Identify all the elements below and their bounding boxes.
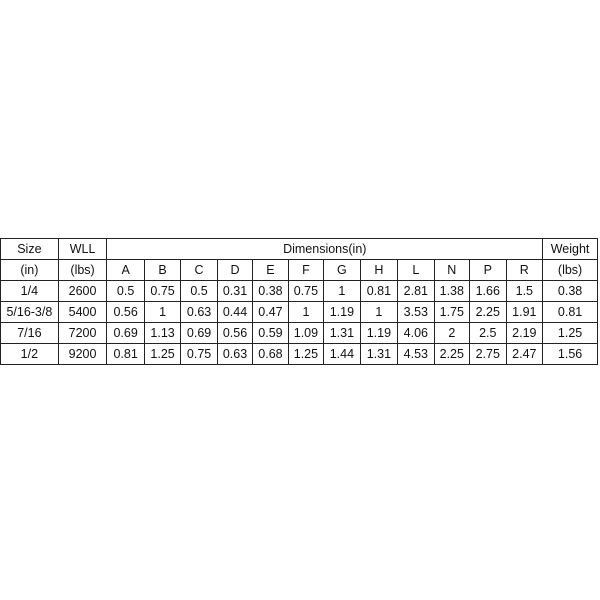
cell-dim-h: 1.19: [360, 323, 397, 344]
cell-dim-a: 0.81: [107, 344, 144, 365]
cell-dim-e: 0.47: [253, 302, 288, 323]
cell-dim-l: 3.53: [398, 302, 434, 323]
cell-dim-e: 0.59: [253, 323, 288, 344]
cell-dim-p: 2.25: [470, 302, 506, 323]
cell-dim-n: 2.25: [434, 344, 469, 365]
table-row: [1, 323, 598, 344]
header-dim-g: G: [324, 260, 360, 281]
cell-dim-r: 1.5: [506, 281, 543, 302]
cell-weight: 0.38: [543, 281, 598, 302]
cell-dim-l: 4.53: [398, 344, 434, 365]
table-row: [1, 302, 598, 323]
cell-dim-d: 0.44: [217, 302, 252, 323]
header-dim-c: C: [181, 260, 217, 281]
cell-dim-b: 1.25: [144, 344, 180, 365]
cell-dim-n: 1.38: [434, 281, 469, 302]
table-row: [1, 344, 598, 365]
cell-dim-c: 0.5: [181, 281, 217, 302]
cell-dim-b: 1: [144, 302, 180, 323]
cell-dim-p: 1.66: [470, 281, 506, 302]
cell-dim-g: 1.44: [324, 344, 360, 365]
cell-wll: 9200: [58, 344, 107, 365]
table-body: [1, 281, 598, 365]
cell-weight: 1.56: [543, 344, 598, 365]
header-size: Size: [1, 239, 59, 260]
cell-dim-b: 0.75: [144, 281, 180, 302]
cell-size: 1/2: [1, 344, 59, 365]
header-dim-r: R: [506, 260, 543, 281]
cell-dim-p: 2.5: [470, 323, 506, 344]
cell-size: 1/4: [1, 281, 59, 302]
cell-dim-r: 2.19: [506, 323, 543, 344]
cell-dim-f: 1.09: [288, 323, 323, 344]
cell-dim-d: 0.31: [217, 281, 252, 302]
cell-wll: 7200: [58, 323, 107, 344]
header-weight: Weight: [543, 239, 598, 260]
cell-dim-f: 1: [288, 302, 323, 323]
header-dimensions: Dimensions(in): [107, 239, 543, 260]
cell-dim-l: 2.81: [398, 281, 434, 302]
table-row: [1, 281, 598, 302]
cell-size: 7/16: [1, 323, 59, 344]
cell-dim-h: 0.81: [360, 281, 397, 302]
cell-dim-d: 0.63: [217, 344, 252, 365]
header-dim-d: D: [217, 260, 252, 281]
cell-dim-e: 0.68: [253, 344, 288, 365]
header-dim-p: P: [470, 260, 506, 281]
header-dim-b: B: [144, 260, 180, 281]
table-header: [1, 239, 598, 281]
cell-dim-h: 1.31: [360, 344, 397, 365]
cell-dim-l: 4.06: [398, 323, 434, 344]
cell-wll: 2600: [58, 281, 107, 302]
cell-dim-c: 0.63: [181, 302, 217, 323]
cell-dim-f: 0.75: [288, 281, 323, 302]
cell-dim-g: 1.19: [324, 302, 360, 323]
cell-dim-g: 1: [324, 281, 360, 302]
cell-dim-a: 0.69: [107, 323, 144, 344]
header-weight-unit: (lbs): [543, 260, 598, 281]
header-row-units: [1, 260, 598, 281]
cell-dim-b: 1.13: [144, 323, 180, 344]
header-dim-h: H: [360, 260, 397, 281]
header-dim-n: N: [434, 260, 469, 281]
cell-dim-c: 0.75: [181, 344, 217, 365]
cell-wll: 5400: [58, 302, 107, 323]
header-dim-e: E: [253, 260, 288, 281]
cell-dim-a: 0.56: [107, 302, 144, 323]
cell-dim-e: 0.38: [253, 281, 288, 302]
cell-dim-p: 2.75: [470, 344, 506, 365]
cell-dim-r: 1.91: [506, 302, 543, 323]
cell-dim-n: 2: [434, 323, 469, 344]
cell-weight: 1.25: [543, 323, 598, 344]
header-wll: WLL: [58, 239, 107, 260]
cell-weight: 0.81: [543, 302, 598, 323]
cell-size: 5/16-3/8: [1, 302, 59, 323]
cell-dim-c: 0.69: [181, 323, 217, 344]
cell-dim-g: 1.31: [324, 323, 360, 344]
header-dim-l: L: [398, 260, 434, 281]
header-dim-f: F: [288, 260, 323, 281]
header-wll-unit: (lbs): [58, 260, 107, 281]
cell-dim-a: 0.5: [107, 281, 144, 302]
header-size-unit: (in): [1, 260, 59, 281]
cell-dim-r: 2.47: [506, 344, 543, 365]
header-row-top: [1, 239, 598, 260]
cell-dim-f: 1.25: [288, 344, 323, 365]
cell-dim-h: 1: [360, 302, 397, 323]
cell-dim-d: 0.56: [217, 323, 252, 344]
header-dim-a: A: [107, 260, 144, 281]
spec-table: [0, 238, 598, 365]
cell-dim-n: 1.75: [434, 302, 469, 323]
